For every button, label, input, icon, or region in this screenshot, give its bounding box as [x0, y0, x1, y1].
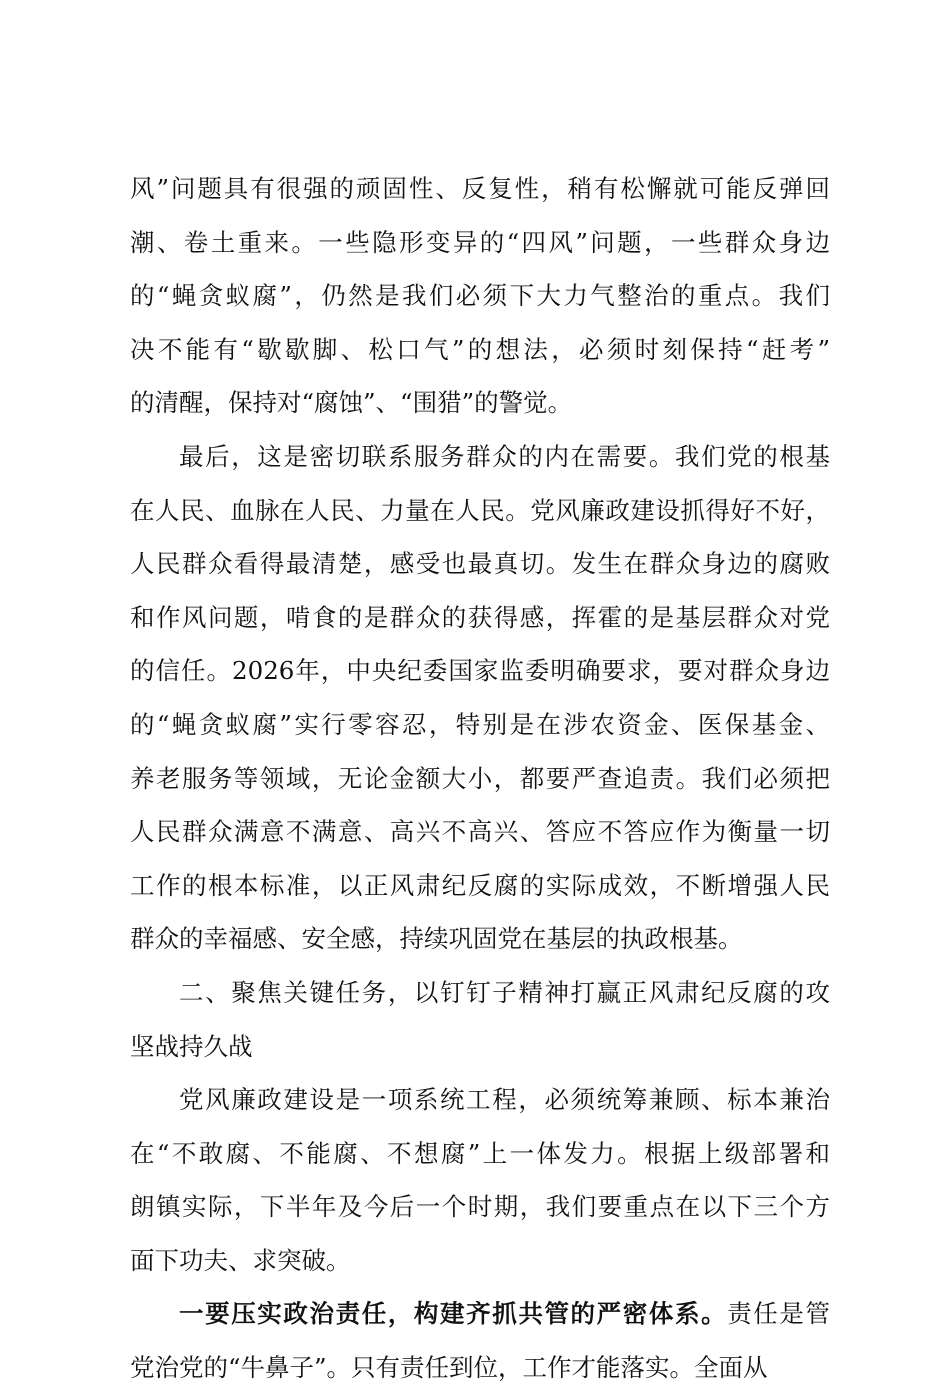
text-line: 党治党的“牛鼻子”。只有责任到位，工作才能落实。全面从: [130, 1353, 768, 1383]
text-line: 和作风问题，啃食的是群众的获得感，挥霍的是基层群众对党: [130, 602, 830, 632]
section-heading-line: 坚战持久战: [130, 1031, 253, 1061]
bold-lead-sentence: 一要压实政治责任，构建齐抓共管的严密体系。: [179, 1299, 728, 1329]
text-line: [130, 1287, 830, 1341]
text-line: 养老服务等领域，无论金额大小，都要严查追责。我们必须把: [130, 763, 830, 793]
text-line: 的信任。2026年，中央纪委国家监委明确要求，要对群众身边: [130, 656, 830, 686]
text-line: 党风廉政建设是一项系统工程，必须统筹兼顾、标本兼治: [179, 1085, 830, 1115]
section-heading-line: 二、聚焦关键任务，以钉钉子精神打赢正风肃纪反腐的攻: [179, 977, 830, 1007]
text-line: 工作的根本标准，以正风肃纪反腐的实际成效，不断增强人民: [130, 870, 830, 900]
text-line: 决不能有“歇歇脚、松口气”的想法，必须时刻保持“赶考”: [130, 334, 830, 364]
text-line: 潮、卷土重来。一些隐形变异的“四风”问题，一些群众身边: [130, 227, 830, 257]
text-line: 的“蝇贪蚁腐”实行零容忍，特别是在涉农资金、医保基金、: [130, 709, 830, 739]
text-line: 人民群众满意不满意、高兴不高兴、答应不答应作为衡量一切: [130, 817, 830, 847]
text-line: 人民群众看得最清楚，感受也最真切。发生在群众身边的腐败: [130, 549, 830, 579]
text-span: 责任是管: [727, 1299, 830, 1329]
text-line: 风”问题具有很强的顽固性、反复性，稍有松懈就可能反弹回: [130, 174, 830, 203]
text-line: 群众的幸福感、安全感，持续巩固党在基层的执政根基。: [130, 924, 743, 954]
text-line: 在“不敢腐、不能腐、不想腐”上一体发力。根据上级部署和: [130, 1138, 830, 1168]
text-line: 面下功夫、求突破。: [130, 1245, 351, 1275]
text-line: 的清醒，保持对“腐蚀”、“围猎”的警觉。: [130, 388, 573, 418]
text-line: 的“蝇贪蚁腐”，仍然是我们必须下大力气整治的重点。我们: [130, 281, 830, 311]
text-line: 在人民、血脉在人民、力量在人民。党风廉政建设抓得好不好，: [130, 495, 830, 525]
text-line: 朗镇实际，下半年及今后一个时期，我们要重点在以下三个方: [130, 1192, 830, 1222]
text-line: 最后，这是密切联系服务群众的内在需要。我们党的根基: [179, 441, 830, 471]
document-body: [130, 162, 830, 1395]
